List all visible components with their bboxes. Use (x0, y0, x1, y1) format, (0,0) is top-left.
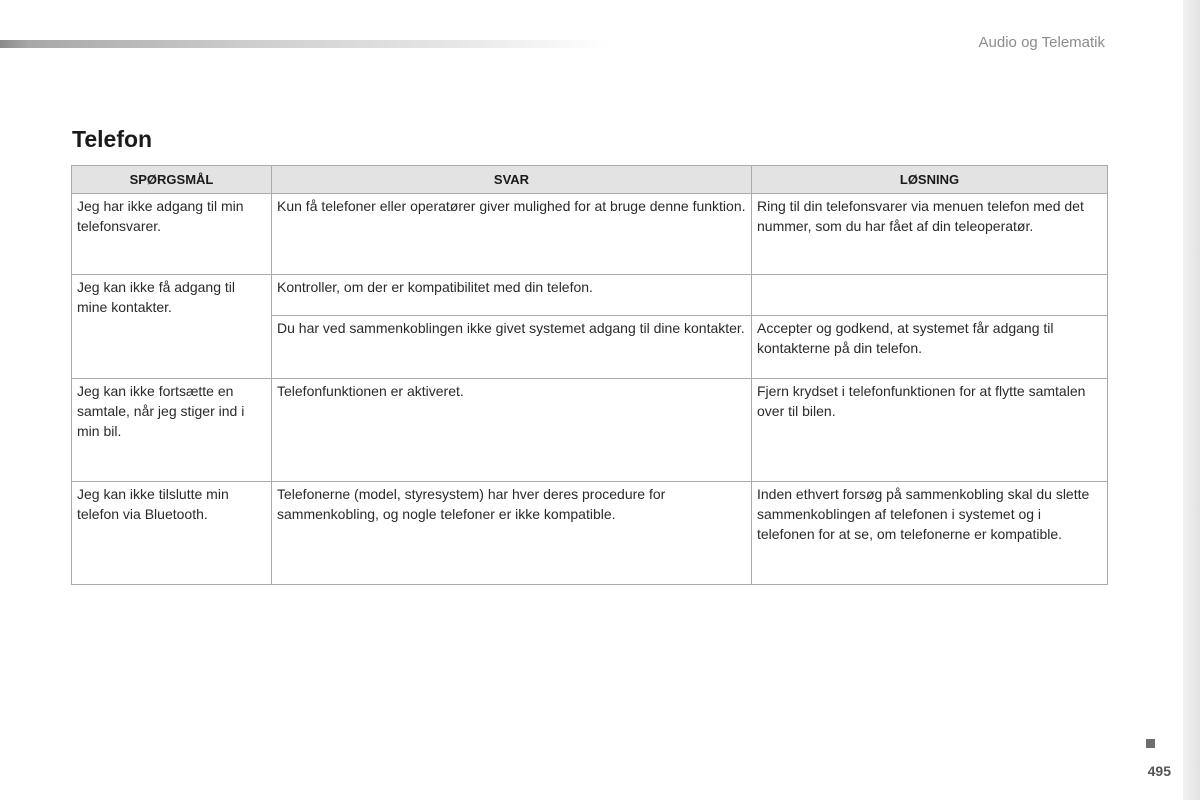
answer-cell: Telefonerne (model, styresystem) har hver deres procedure for sammenkobling, og nogle telefoner er ikke kompatible. (272, 482, 752, 585)
answer-cell: Kontroller, om der er kompatibilitet med din telefon. (272, 275, 752, 316)
table-row (72, 379, 1108, 482)
answer-cell: Telefonfunktionen er aktiveret. (272, 379, 752, 482)
solution-cell (752, 275, 1108, 316)
question-cell: Jeg kan ikke tilslutte min telefon via Bluetooth. (72, 482, 272, 585)
column-header-solution: LØSNING (752, 166, 1108, 194)
header-gradient-bar (0, 40, 610, 48)
solution-cell: Accepter og godkend, at systemet får adgang til kontakterne på din telefon. (752, 316, 1108, 379)
question-cell: Jeg har ikke adgang til min telefonsvarer. (72, 194, 272, 275)
question-cell: Jeg kan ikke fortsætte en samtale, når jeg stiger ind i min bil. (72, 379, 272, 482)
section-label: Audio og Telematik (978, 34, 1105, 51)
solution-cell: Inden ethvert forsøg på sammenkobling skal du slette sammenkoblingen af telefonen i systemet og i telefonen for at se, om telefonerne er kompatible. (752, 482, 1108, 585)
troubleshooting-table (71, 165, 1108, 585)
column-header-question: SPØRGSMÅL (72, 166, 272, 194)
page-title: Telefon (72, 126, 153, 152)
page-edge-strip (1183, 0, 1200, 800)
page-number: 495 (1147, 763, 1171, 779)
table-header-row (72, 166, 1108, 194)
answer-cell: Du har ved sammenkoblingen ikke givet systemet adgang til dine kontakter. (272, 316, 752, 379)
question-cell: Jeg kan ikke få adgang til mine kontakter. (72, 275, 272, 379)
page-marker-square (1146, 739, 1155, 748)
answer-cell: Kun få telefoner eller operatører giver mulighed for at bruge denne funktion. (272, 194, 752, 275)
solution-cell: Fjern krydset i telefonfunktionen for at flytte samtalen over til bilen. (752, 379, 1108, 482)
column-header-answer: SVAR (272, 166, 752, 194)
table-row (72, 194, 1108, 275)
table-row (72, 275, 1108, 316)
table-row (72, 482, 1108, 585)
solution-cell: Ring til din telefonsvarer via menuen telefon med det nummer, som du har fået af din teleoperatør. (752, 194, 1108, 275)
